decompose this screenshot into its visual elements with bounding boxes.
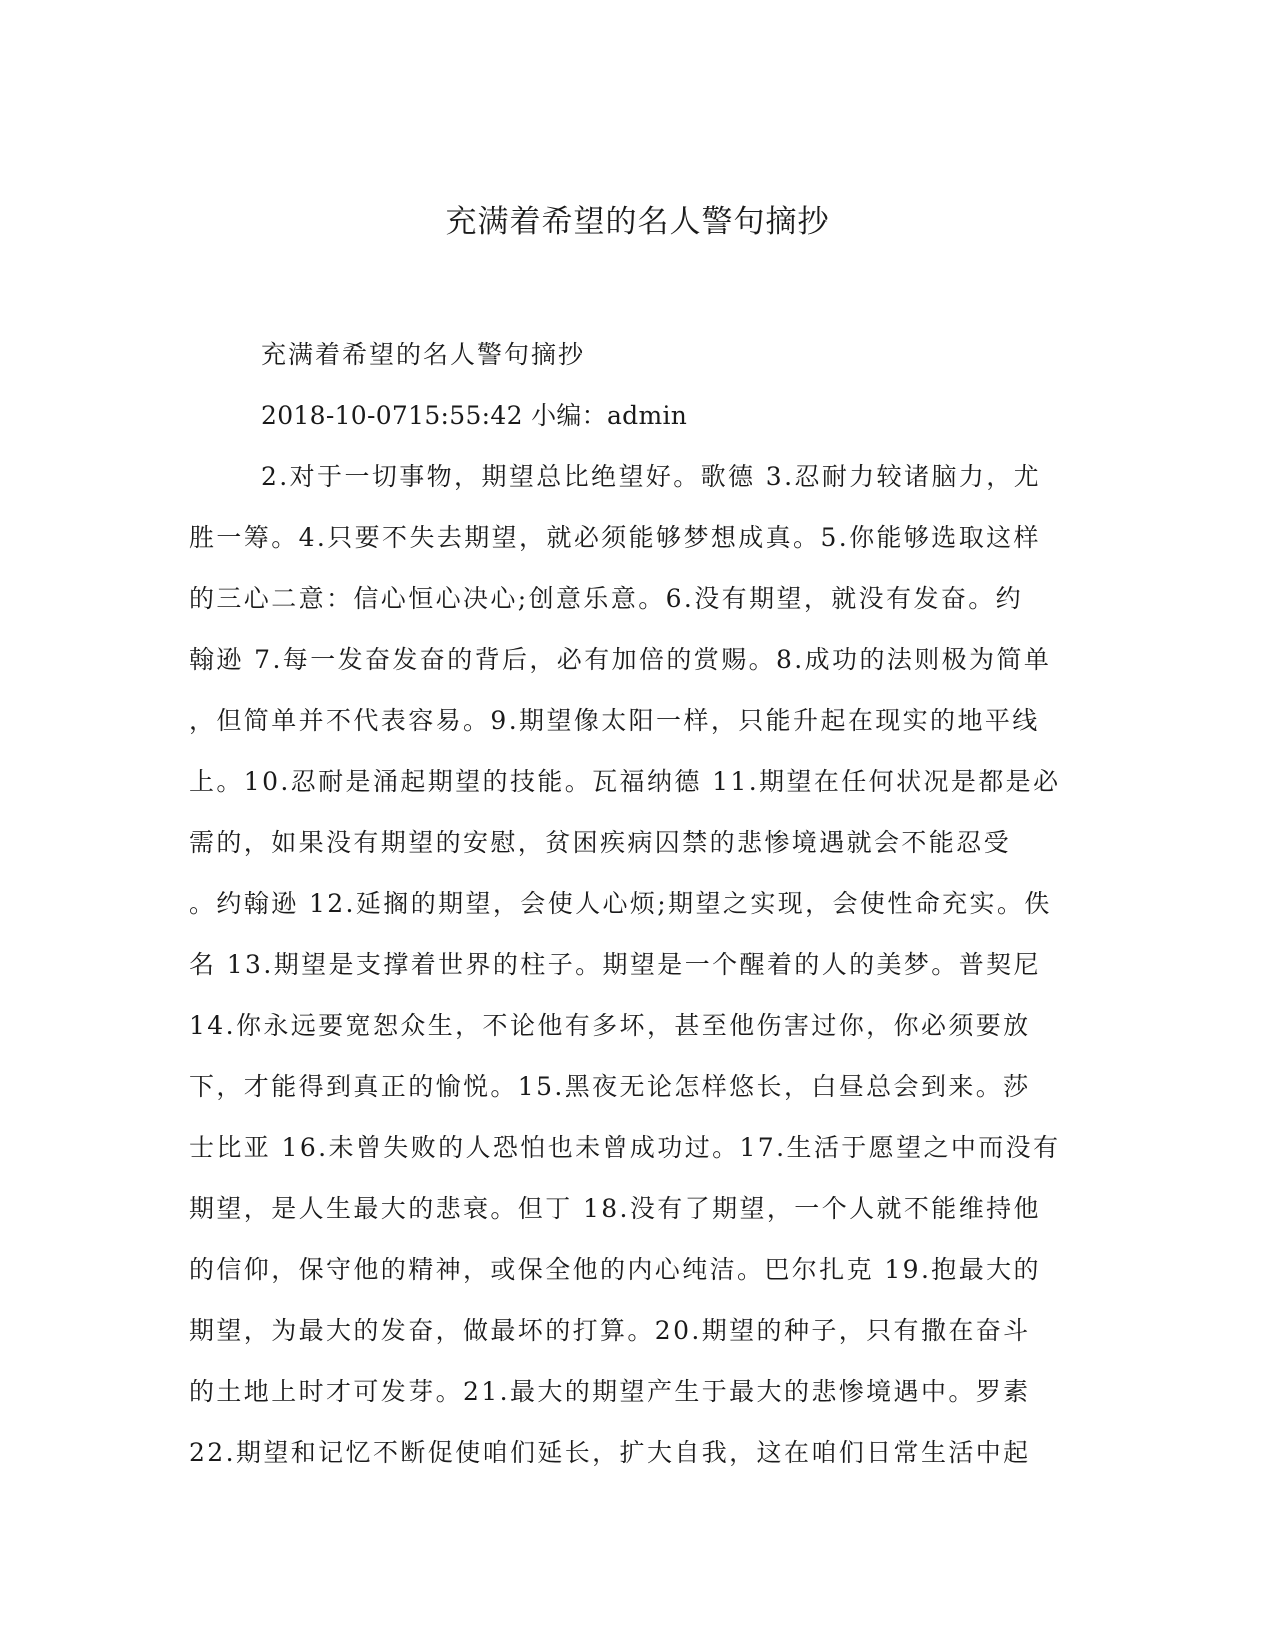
body-line: 名 13.期望是支撑着世界的柱子。期望是一个醒着的人的美梦。普契尼 (189, 950, 1041, 979)
body-line: 的信仰，保守他的精神，或保全他的内心纯洁。巴尔扎克 19.抱最大的 (189, 1255, 1041, 1284)
body-line: 士比亚 16.未曾失败的人恐怕也未曾成功过。17.生活于愿望之中而没有 (189, 1133, 1061, 1162)
body-line: 的三心二意：信心恒心决心;创意乐意。6.没有期望，就没有发奋。约 (189, 584, 1024, 613)
document-body (189, 324, 1079, 1483)
body-line: 2.对于一切事物，期望总比绝望好。歌德 3.忍耐力较诸脑力，尤 (261, 462, 1042, 491)
body-line: 期望，为最大的发奋，做最坏的打算。20.期望的种子，只有撒在奋斗 (189, 1316, 1031, 1345)
body-line: 期望，是人生最大的悲衰。但丁 18.没有了期望，一个人就不能维持他 (189, 1194, 1041, 1223)
body-line: 。约翰逊 12.延搁的期望，会使人心烦;期望之实现，会使性命充实。佚 (189, 889, 1052, 918)
body-line: 22.期望和记忆不断促使咱们延长，扩大自我，这在咱们日常生活中起 (189, 1438, 1031, 1467)
body-line: 的土地上时才可发芽。21.最大的期望产生于最大的悲惨境遇中。罗素 (189, 1377, 1031, 1406)
body-line: 下，才能得到真正的愉悦。15.黑夜无论怎样悠长，白昼总会到来。莎 (189, 1072, 1031, 1101)
article-subtitle: 充满着希望的名人警句摘抄 (261, 340, 586, 369)
body-line: 翰逊 7.每一发奋发奋的背后，必有加倍的赏赐。8.成功的法则极为简单 (189, 645, 1052, 674)
document-title: 充满着希望的名人警句摘抄 (445, 204, 830, 240)
body-line: ，但简单并不代表容易。9.期望像太阳一样，只能升起在现实的地平线 (189, 706, 1040, 735)
article-meta: 2018-10-0715:55:42 小编：admin (261, 401, 688, 430)
body-line: 需的，如果没有期望的安慰，贫困疾病囚禁的悲惨境遇就会不能忍受 (189, 828, 1012, 857)
body-line: 胜一筹。4.只要不失去期望，就必须能够梦想成真。5.你能够选取这样 (189, 523, 1041, 552)
body-line: 14.你永远要宽恕众生，不论他有多坏，甚至他伤害过你，你必须要放 (189, 1011, 1031, 1040)
body-line: 上。10.忍耐是涌起期望的技能。瓦福纳德 11.期望在任何状况是都是必 (189, 767, 1061, 796)
